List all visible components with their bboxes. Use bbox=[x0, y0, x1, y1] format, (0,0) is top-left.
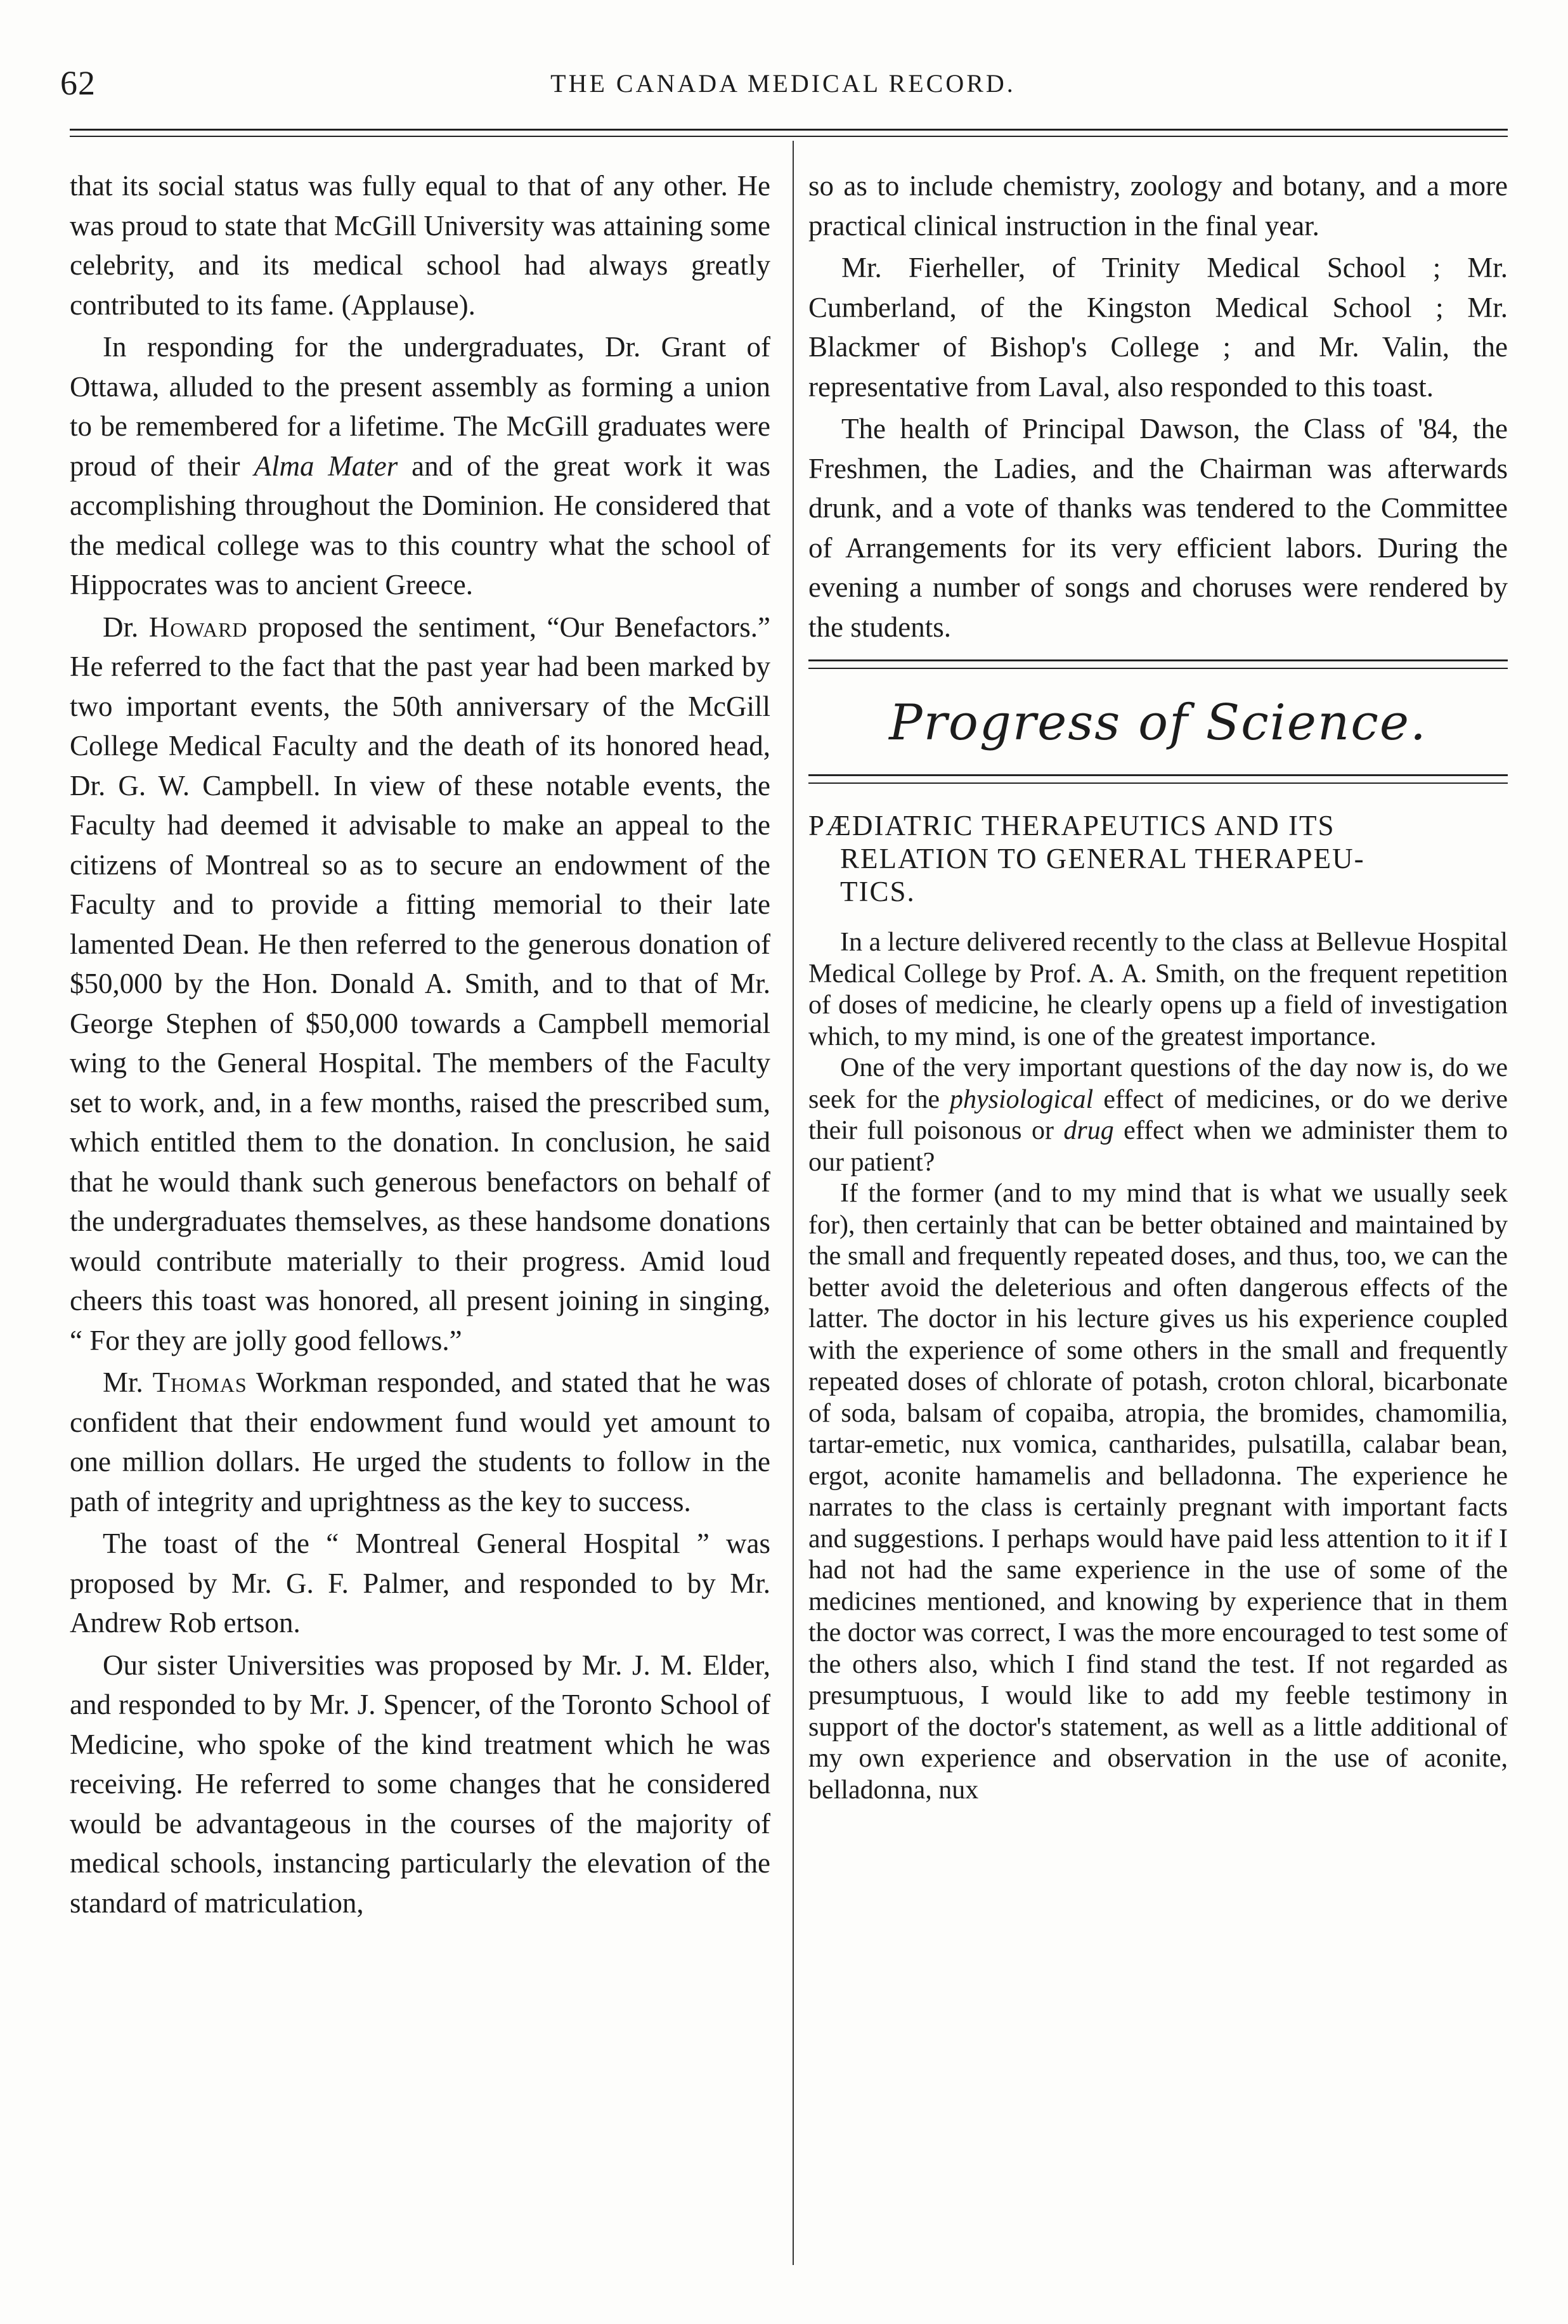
left-column bbox=[70, 166, 770, 1923]
column-divider bbox=[793, 141, 794, 2265]
speaker-name: Thomas bbox=[152, 1366, 247, 1398]
header-rule-secondary bbox=[70, 136, 1508, 137]
article-paragraph: In a lecture delivered recently to the class at Bellevue Hospital Medical College by Prof. A. A. Smith, on the frequent repetition of doses of medicine, he clearly opens up a field of investigation which, to my mind, is one of the greatest importance. bbox=[808, 928, 1508, 1051]
section-rule bbox=[808, 659, 1508, 669]
speaker-name: Howard bbox=[148, 611, 248, 643]
paragraph: so as to include chemistry, zoology and botany, and a more practical clinical instruction in the final year. bbox=[808, 170, 1508, 242]
italic-text: Alma Mater bbox=[254, 450, 398, 482]
paragraph: The toast of the “ Montreal General Hospital ” was proposed by Mr. G. F. Palmer, and responded to by Mr. Andrew Rob ertson. bbox=[70, 1528, 770, 1639]
article-title: PÆDIATRIC THERAPEUTICS AND ITS RELATION TO GENERAL THERAPEU- TICS. bbox=[808, 810, 1365, 907]
paragraph: that its social status was fully equal to that of any other. He was proud to state that McGill University was attaining some celebrity, and its medical school had always greatly contributed to its fame. (Applause). bbox=[70, 170, 770, 321]
right-column bbox=[808, 166, 1508, 1806]
page-header bbox=[60, 63, 1506, 114]
paragraph: Dr. Howard proposed the sentiment, “Our Benefactors.” He referred to the fact that the past year had been marked by two important events, the 50th anniversary of the McGill College Medical Faculty and the death of its honored head, Dr. G. W. Campbell. In view of these notable events, the Faculty had deemed it advisable to make an appeal to the citizens of Montreal so as to secure an endowment of the Faculty and to provide a fitting memorial to their late lamented Dean. He then referred to the generous donation of $50,000 by the Hon. Donald A. Smith, and to that of Mr. George Stephen of $50,000 towards a Campbell memorial wing to the General Hospital. The members of the Faculty set to work, and, in a few months, raised the prescribed sum, which entitled them to the donation. In conclusion, he said that he would thank such generous benefactors on behalf of the undergraduates themselves, as these handsome donations would contribute materially to their progress. Amid loud cheers this toast was honored, all present joining in singing, “ For they are jolly good fellows.” bbox=[70, 611, 771, 1356]
italic-text: physiological bbox=[950, 1084, 1094, 1114]
italic-text: drug bbox=[1063, 1116, 1114, 1145]
paragraph: Mr. Fierheller, of Trinity Medical School ; Mr. Cumberland, of the Kingston Medical School ; Mr. Blackmer of Bishop's College ; and Mr. Valin, the representative from Laval, also responded to this toast. bbox=[808, 252, 1508, 403]
paragraph: In responding for the undergraduates, Dr. Grant of Ottawa, alluded to the present assembly as forming a union to be remembered for a lifetime. The McGill graduates were proud of their Alma Mater and of the great work it was accomplishing throughout the Dominion. He considered that the medical college was to this country what the school of Hippocrates was to ancient Greece. bbox=[70, 331, 771, 600]
section-title: Progress of Science. bbox=[889, 694, 1427, 751]
paragraph: Our sister Universities was proposed by Mr. J. M. Elder, and responded to by Mr. J. Spencer, of the Toronto School of Medicine, who spoke of the kind treatment which he was receiving. He referred to some changes that he considered would be advantageous in the courses of the majority of medical schools, instancing particularly the elevation of the standard of matriculation, bbox=[70, 1649, 770, 1919]
article-paragraph: If the former (and to my mind that is what we usually seek for), then certainly that can be better obtained and maintained by the small and frequently repeated doses, and thus, too, we can the better avoid the deleterious and often dangerous effects of the latter. The doctor in his lecture gives us his experience coupled with the experience of some others in the small and frequently repeated doses of chlorate of potash, croton chloral, bicarbonate of soda, balsam of copaiba, atropia, the bromides, chamomilia, tartar-emetic, nux vomica, cantharides, pulsatilla, calabar bean, ergot, aconite hamamelis and belladonna. The experience he narrates to the class is certainly pregnant with important facts and suggestions. I perhaps would have paid less attention to it if I had not had the same experience in the use of some of the medicines mentioned, and knowing by experience that in them the doctor was correct, I was the more encouraged to test some of the others also, which I find stand the test. If not regarded as presumptuous, I would like to add my feeble testimony in support of the doctor's statement, as well as a little additional of my own experience and observation in the use of aconite, belladonna, nux bbox=[808, 1179, 1508, 1805]
page-number: 62 bbox=[60, 64, 96, 102]
journal-title: THE CANADA MEDICAL RECORD. bbox=[550, 69, 1016, 98]
paragraph: Mr. Thomas Workman responded, and stated that he was confident that their endowment fund would yet amount to one million dollars. He urged the students to follow in the path of integrity and uprightness as the key to success. bbox=[70, 1366, 771, 1517]
paragraph: The health of Principal Dawson, the Class of '84, the Freshmen, the Ladies, and the Chairman was afterwards drunk, and a vote of thanks was tendered to the Committee of Arrangements for its very efficient labors. During the evening a number of songs and choruses were rendered by the students. bbox=[808, 413, 1508, 643]
article-paragraph: One of the very important questions of the day now is, do we seek for the physiological effect of medicines, or do we derive their full poisonous or drug effect when we administer them to our patient? bbox=[808, 1053, 1508, 1177]
header-rule bbox=[70, 129, 1508, 131]
section-rule bbox=[808, 774, 1508, 784]
